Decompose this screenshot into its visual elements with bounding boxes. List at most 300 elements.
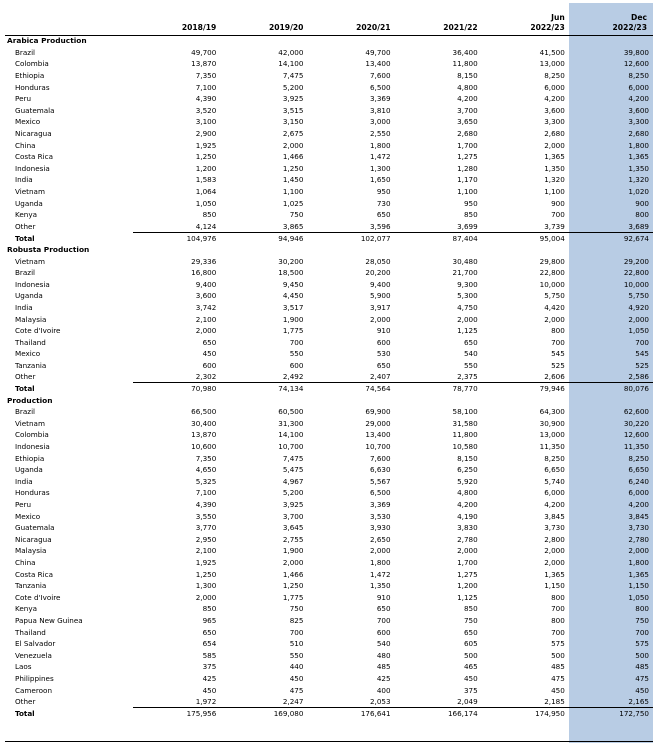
cell-jun-2022-23: 1,365 [544, 152, 565, 162]
cell-2019-20: 2,492 [282, 372, 304, 382]
cell-2020-21: 1,300 [369, 163, 391, 173]
cell-jun-2022-23: 41,500 [539, 47, 565, 57]
cell-2020-21: 1,472 [369, 152, 391, 162]
cell-2018-19: 2,000 [195, 326, 217, 336]
cell-2018-19: 3,550 [195, 511, 217, 521]
cell-2020-21: 7,600 [369, 453, 391, 463]
cell-2021-22: 21,700 [452, 268, 478, 278]
row-label: Nicaragua [15, 129, 52, 139]
row-label: India [15, 476, 33, 486]
cell-2020-21: 102,077 [307, 232, 394, 244]
cell-2021-22: 4,200 [457, 94, 478, 104]
cell-2018-19: 425 [202, 673, 217, 683]
cell-2021-22: 1,700 [457, 558, 478, 568]
table-row [5, 47, 653, 59]
section-header-arabica-production [5, 35, 653, 47]
table-row [5, 163, 653, 175]
cell-2020-21: 10,700 [365, 442, 391, 452]
cell-2020-21: 6,500 [369, 488, 391, 498]
cell-2019-20: 74,134 [220, 383, 307, 395]
row-label: China [15, 140, 36, 150]
cell-2018-19: 1,972 [195, 696, 217, 706]
cell-dec-2022-23: 3,845 [628, 511, 649, 521]
cell-dec-2022-23: 12,600 [623, 430, 649, 440]
cell-dec-2022-23: 1,020 [628, 187, 649, 197]
cell-dec-2022-23: 6,000 [628, 82, 649, 92]
cell-2020-21: 2,407 [369, 372, 391, 382]
cell-2019-20: 9,450 [282, 279, 304, 289]
cell-2018-19: 650 [202, 627, 217, 637]
cell-2020-21: 1,800 [369, 558, 391, 568]
cell-dec-2022-23: 4,200 [628, 94, 649, 104]
cell-2019-20: 7,475 [282, 453, 304, 463]
cell-dec-2022-23: 2,165 [628, 696, 649, 706]
cell-2019-20: 3,925 [282, 500, 304, 510]
cell-dec-2022-23: 172,750 [569, 707, 653, 719]
cell-2019-20: 1,450 [282, 175, 304, 185]
cell-2021-22: 540 [463, 349, 478, 359]
cell-2018-19: 1,925 [195, 558, 217, 568]
table-row [5, 325, 653, 337]
cell-dec-2022-23: 11,350 [623, 442, 649, 452]
cell-dec-2022-23: 1,050 [628, 592, 649, 602]
row-label: Tanzania [15, 360, 47, 370]
cell-dec-2022-23: 80,076 [569, 383, 653, 395]
row-label: Venezuela [15, 650, 52, 660]
cell-2019-20: 825 [289, 615, 304, 625]
cell-2021-22: 650 [463, 337, 478, 347]
cell-dec-2022-23: 1,800 [628, 558, 649, 568]
cell-2018-19: 16,800 [191, 268, 217, 278]
cell-2019-20: 1,466 [282, 152, 304, 162]
cell-dec-2022-23: 1,050 [628, 326, 649, 336]
cell-jun-2022-23: 2,680 [544, 129, 565, 139]
cell-2020-21: 1,350 [369, 581, 391, 591]
cell-2020-21: 650 [376, 210, 391, 220]
cell-jun-2022-23: 485 [551, 662, 565, 672]
cell-jun-2022-23: 700 [551, 210, 565, 220]
row-label: Uganda [15, 291, 43, 301]
section-header-production [5, 394, 653, 406]
cell-jun-2022-23: 450 [551, 685, 565, 695]
cell-dec-2022-23: 6,650 [628, 465, 649, 475]
table-row [5, 151, 653, 163]
cell-2020-21: 13,400 [365, 59, 391, 69]
cell-2021-22: 1,700 [457, 140, 478, 150]
row-label: Total [15, 384, 35, 394]
section-header-robusta-production [5, 244, 653, 256]
row-label: Laos [15, 662, 32, 672]
cell-2021-22: 650 [463, 627, 478, 637]
cell-2020-21: 2,550 [369, 129, 391, 139]
cell-2021-22: 30,480 [452, 256, 478, 266]
row-label: Thailand [15, 337, 46, 347]
cell-2018-19: 2,900 [195, 129, 217, 139]
row-label: Peru [15, 94, 32, 104]
cell-2021-22: 4,800 [457, 82, 478, 92]
row-label: Costa Rica [15, 569, 54, 579]
cell-dec-2022-23: 10,000 [623, 279, 649, 289]
row-label: Uganda [15, 465, 43, 475]
cell-2021-22: 1,170 [457, 175, 478, 185]
cell-2019-20: 750 [289, 604, 304, 614]
cell-2021-22: 500 [463, 650, 478, 660]
cell-2021-22: 4,750 [457, 302, 478, 312]
cell-2018-19: 375 [202, 662, 217, 672]
total-row-production [5, 707, 653, 719]
cell-2019-20: 60,500 [278, 407, 304, 417]
row-label: Mexico [15, 511, 41, 521]
cell-jun-2022-23: 545 [551, 349, 565, 359]
cell-2019-20: 550 [289, 650, 304, 660]
cell-dec-2022-23: 5,750 [628, 291, 649, 301]
table-row [5, 510, 653, 522]
cell-2020-21: 176,641 [307, 707, 394, 719]
table-row [5, 81, 653, 93]
section-title: Production [7, 395, 53, 405]
cell-jun-2022-23: 95,004 [482, 232, 569, 244]
cell-2021-22: 8,150 [457, 453, 478, 463]
section-title: Arabica Production [7, 36, 87, 46]
row-label: Brazil [15, 407, 36, 417]
cell-2019-20: 1,250 [282, 581, 304, 591]
cell-2020-21: 5,567 [369, 476, 391, 486]
row-label: Honduras [15, 82, 50, 92]
row-label: Philippines [15, 673, 54, 683]
header-col-dec-2022-23: Dec 2022/23 [612, 13, 647, 32]
cell-2020-21: 3,000 [369, 117, 391, 127]
row-label: Honduras [15, 488, 50, 498]
cell-jun-2022-23: 1,150 [544, 581, 565, 591]
cell-2018-19: 1,200 [195, 163, 217, 173]
cell-2021-22: 950 [463, 198, 478, 208]
cell-jun-2022-23: 525 [551, 360, 565, 370]
table-row [5, 649, 653, 661]
table-row [5, 221, 653, 233]
table-row [5, 406, 653, 418]
cell-2020-21: 7,600 [369, 71, 391, 81]
cell-2018-19: 4,390 [195, 500, 217, 510]
cell-2021-22: 375 [463, 685, 478, 695]
row-label: China [15, 558, 36, 568]
cell-2020-21: 6,500 [369, 82, 391, 92]
cell-2020-21: 3,917 [369, 302, 391, 312]
cell-dec-2022-23: 22,800 [623, 268, 649, 278]
table-row [5, 278, 653, 290]
row-label: Uganda [15, 198, 43, 208]
cell-2021-22: 1,200 [457, 581, 478, 591]
cell-dec-2022-23: 1,150 [628, 581, 649, 591]
row-label: Cote d'Ivoire [15, 326, 61, 336]
cell-2018-19: 1,050 [195, 198, 217, 208]
cell-dec-2022-23: 750 [635, 615, 649, 625]
cell-dec-2022-23: 3,600 [628, 105, 649, 115]
cell-2018-19: 9,400 [195, 279, 217, 289]
row-label: Papua New Guinea [15, 615, 83, 625]
cell-2019-20: 1,466 [282, 569, 304, 579]
cell-jun-2022-23: 11,350 [539, 442, 565, 452]
cell-2020-21: 1,650 [369, 175, 391, 185]
table-row [5, 476, 653, 488]
cell-jun-2022-23: 800 [551, 592, 565, 602]
cell-2021-22: 750 [463, 615, 478, 625]
cell-2021-22: 1,125 [457, 592, 478, 602]
cell-2021-22: 1,125 [457, 326, 478, 336]
table-row [5, 70, 653, 82]
cell-2020-21: 69,900 [365, 407, 391, 417]
row-label: Brazil [15, 268, 36, 278]
cell-2018-19: 2,100 [195, 314, 217, 324]
cell-2021-22: 9,300 [457, 279, 478, 289]
cell-jun-2022-23: 6,650 [544, 465, 565, 475]
cell-2019-20: 2,675 [282, 129, 304, 139]
row-label: Guatemala [15, 523, 55, 533]
cell-jun-2022-23: 700 [551, 604, 565, 614]
cell-2020-21: 2,000 [369, 314, 391, 324]
cell-2021-22: 3,699 [457, 221, 478, 231]
cell-2018-19: 7,100 [195, 488, 217, 498]
cell-jun-2022-23: 2,000 [544, 546, 565, 556]
cell-2020-21: 730 [376, 198, 391, 208]
cell-2019-20: 1,900 [282, 314, 304, 324]
table-row [5, 557, 653, 569]
header-col-2019-20: 2019/20 [268, 23, 304, 32]
table-row [5, 580, 653, 592]
cell-2019-20: 5,475 [282, 465, 304, 475]
cell-jun-2022-23: 3,739 [544, 221, 565, 231]
cell-dec-2022-23: 6,000 [628, 488, 649, 498]
cell-2021-22: 850 [463, 604, 478, 614]
cell-2020-21: 3,369 [369, 94, 391, 104]
cell-2018-19: 965 [202, 615, 217, 625]
cell-jun-2022-23: 3,730 [544, 523, 565, 533]
cell-dec-2022-23: 39,800 [623, 47, 649, 57]
table-row [5, 568, 653, 580]
table-row [5, 267, 653, 279]
table-row [5, 545, 653, 557]
cell-jun-2022-23: 5,740 [544, 476, 565, 486]
cell-2021-22: 1,275 [457, 569, 478, 579]
cell-2019-20: 7,475 [282, 71, 304, 81]
row-label: Colombia [15, 59, 49, 69]
cell-jun-2022-23: 4,200 [544, 500, 565, 510]
cell-dec-2022-23: 450 [635, 685, 649, 695]
cell-2020-21: 20,200 [365, 268, 391, 278]
cell-2021-22: 31,580 [452, 418, 478, 428]
cell-2019-20: 3,517 [282, 302, 304, 312]
cell-2018-19: 1,925 [195, 140, 217, 150]
cell-2018-19: 49,700 [191, 47, 217, 57]
cell-jun-2022-23: 4,200 [544, 94, 565, 104]
row-label: India [15, 302, 33, 312]
table-row [5, 487, 653, 499]
table-row [5, 336, 653, 348]
cell-2019-20: 550 [289, 349, 304, 359]
cell-2018-19: 175,956 [133, 707, 220, 719]
table-row [5, 290, 653, 302]
cell-2019-20: 94,946 [220, 232, 307, 244]
row-label: Nicaragua [15, 534, 52, 544]
cell-2020-21: 600 [376, 627, 391, 637]
cell-jun-2022-23: 3,300 [544, 117, 565, 127]
table-row [5, 360, 653, 372]
cell-dec-2022-23: 2,780 [628, 534, 649, 544]
cell-2018-19: 2,950 [195, 534, 217, 544]
cell-2018-19: 4,650 [195, 465, 217, 475]
cell-2021-22: 2,000 [457, 314, 478, 324]
cell-dec-2022-23: 1,800 [628, 140, 649, 150]
table-row [5, 534, 653, 546]
cell-2021-22: 4,200 [457, 500, 478, 510]
table-row [5, 116, 653, 128]
table-row [5, 522, 653, 534]
row-label: El Salvador [15, 639, 56, 649]
row-label: Guatemala [15, 105, 55, 115]
cell-2019-20: 3,645 [282, 523, 304, 533]
table-row [5, 186, 653, 198]
row-label: Peru [15, 500, 32, 510]
table-row [5, 418, 653, 430]
cell-2019-20: 5,200 [282, 488, 304, 498]
table-row [5, 58, 653, 70]
table-row [5, 302, 653, 314]
cell-2021-22: 11,800 [452, 430, 478, 440]
row-label: Mexico [15, 349, 41, 359]
cell-jun-2022-23: 900 [551, 198, 565, 208]
cell-dec-2022-23: 3,689 [628, 221, 649, 231]
cell-2021-22: 2,049 [457, 696, 478, 706]
row-label: Thailand [15, 627, 46, 637]
table-row [5, 464, 653, 476]
table-body [5, 35, 653, 719]
cell-2021-22: 2,680 [457, 129, 478, 139]
cell-2020-21: 1,800 [369, 140, 391, 150]
cell-jun-2022-23: 2,000 [544, 558, 565, 568]
cell-2020-21: 2,000 [369, 546, 391, 556]
table-row [5, 684, 653, 696]
row-label: Brazil [15, 47, 36, 57]
cell-2019-20: 30,200 [278, 256, 304, 266]
cell-dec-2022-23: 800 [635, 604, 649, 614]
table-row [5, 174, 653, 186]
cell-2020-21: 700 [376, 615, 391, 625]
cell-2020-21: 480 [376, 650, 391, 660]
cell-2021-22: 5,920 [457, 476, 478, 486]
cell-dec-2022-23: 2,680 [628, 129, 649, 139]
cell-jun-2022-23: 1,100 [544, 187, 565, 197]
cell-2018-19: 654 [202, 639, 217, 649]
cell-dec-2022-23: 1,365 [628, 569, 649, 579]
row-label: Vietnam [15, 418, 45, 428]
cell-jun-2022-23: 79,946 [482, 383, 569, 395]
row-label: India [15, 175, 33, 185]
cell-2020-21: 650 [376, 360, 391, 370]
cell-dec-2022-23: 2,000 [628, 546, 649, 556]
table-row [5, 615, 653, 627]
cell-2021-22: 550 [463, 360, 478, 370]
cell-dec-2022-23: 29,200 [623, 256, 649, 266]
cell-2018-19: 3,742 [195, 302, 217, 312]
table-row [5, 197, 653, 209]
cell-jun-2022-23: 700 [551, 627, 565, 637]
cell-jun-2022-23: 475 [551, 673, 565, 683]
table-row [5, 128, 653, 140]
table-row [5, 661, 653, 673]
cell-2018-19: 3,100 [195, 117, 217, 127]
cell-dec-2022-23: 3,300 [628, 117, 649, 127]
table-row [5, 209, 653, 221]
cell-2019-20: 1,900 [282, 546, 304, 556]
row-label: Other [15, 221, 36, 231]
cell-2018-19: 1,583 [195, 175, 217, 185]
cell-2019-20: 1,025 [282, 198, 304, 208]
cell-2021-22: 2,780 [457, 534, 478, 544]
cell-2021-22: 4,190 [457, 511, 478, 521]
cell-2018-19: 4,390 [195, 94, 217, 104]
cell-jun-2022-23: 500 [551, 650, 565, 660]
cell-dec-2022-23: 1,365 [628, 152, 649, 162]
cell-2018-19: 1,064 [195, 187, 217, 197]
cell-2018-19: 1,250 [195, 152, 217, 162]
table-row [5, 371, 653, 383]
cell-2020-21: 485 [376, 662, 391, 672]
cell-2019-20: 31,300 [278, 418, 304, 428]
cell-jun-2022-23: 1,320 [544, 175, 565, 185]
cell-2018-19: 600 [202, 360, 217, 370]
cell-2019-20: 700 [289, 627, 304, 637]
cell-2019-20: 3,150 [282, 117, 304, 127]
table-row [5, 499, 653, 511]
cell-jun-2022-23: 800 [551, 615, 565, 625]
cell-dec-2022-23: 545 [635, 349, 649, 359]
row-label: Cote d'Ivoire [15, 592, 61, 602]
cell-jun-2022-23: 2,000 [544, 314, 565, 324]
cell-2019-20: 440 [289, 662, 304, 672]
cell-2021-22: 850 [463, 210, 478, 220]
cell-2021-22: 1,280 [457, 163, 478, 173]
table-row [5, 673, 653, 685]
cell-2021-22: 1,100 [457, 187, 478, 197]
cell-jun-2022-23: 1,350 [544, 163, 565, 173]
cell-jun-2022-23: 64,300 [539, 407, 565, 417]
cell-2018-19: 2,302 [195, 372, 217, 382]
cell-2021-22: 450 [463, 673, 478, 683]
section-title: Robusta Production [7, 244, 90, 254]
cell-dec-2022-23: 1,350 [628, 163, 649, 173]
cell-2019-20: 1,100 [282, 187, 304, 197]
cell-2019-20: 2,000 [282, 558, 304, 568]
table-row [5, 603, 653, 615]
cell-2019-20: 3,515 [282, 105, 304, 115]
cell-2020-21: 13,400 [365, 430, 391, 440]
cell-2019-20: 42,000 [278, 47, 304, 57]
header-col-2020-21: 2020/21 [356, 23, 391, 32]
cell-jun-2022-23: 800 [551, 326, 565, 336]
cell-2020-21: 425 [376, 673, 391, 683]
cell-jun-2022-23: 700 [551, 337, 565, 347]
cell-2019-20: 14,100 [278, 430, 304, 440]
cell-2021-22: 87,404 [395, 232, 482, 244]
cell-2021-22: 78,770 [395, 383, 482, 395]
cell-dec-2022-23: 62,600 [623, 407, 649, 417]
row-label: Vietnam [15, 256, 45, 266]
cell-2018-19: 66,500 [191, 407, 217, 417]
cell-jun-2022-23: 2,185 [544, 696, 565, 706]
cell-dec-2022-23: 800 [635, 210, 649, 220]
cell-2018-19: 7,100 [195, 82, 217, 92]
cell-dec-2022-23: 485 [635, 662, 649, 672]
header-col-jun-2022-23: Jun 2022/23 [530, 13, 565, 32]
